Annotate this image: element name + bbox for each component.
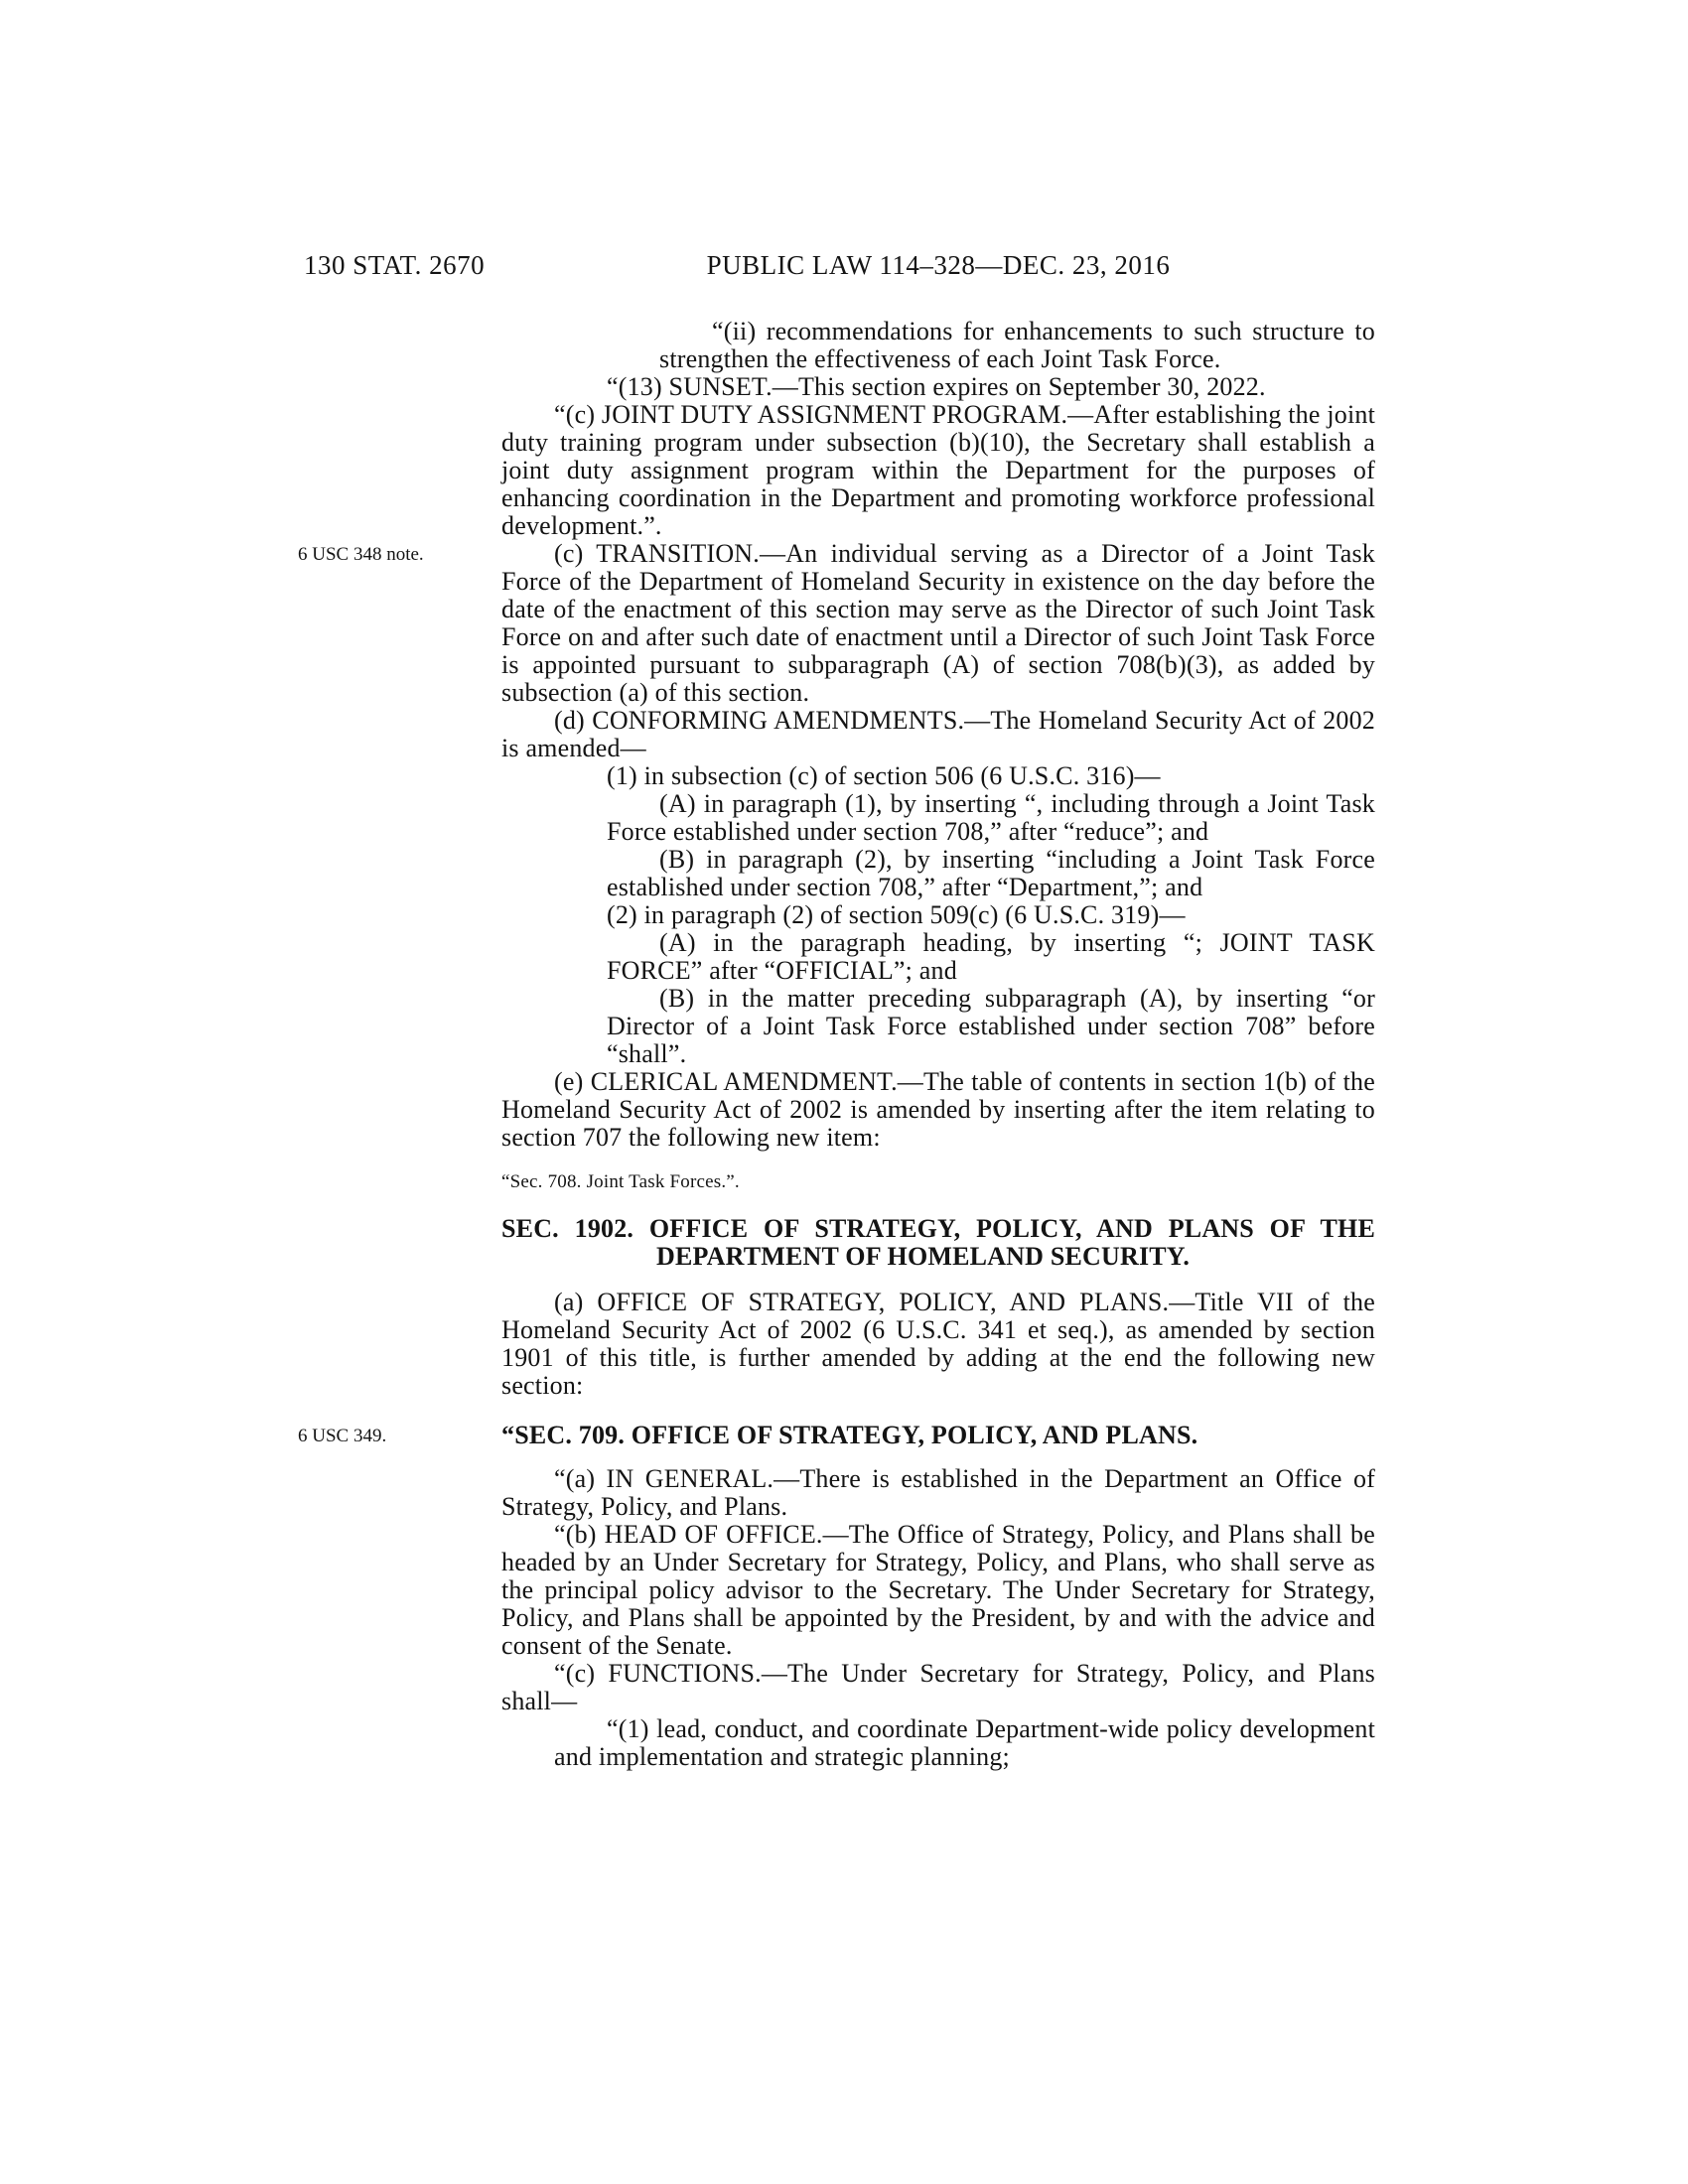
subsection-c-joint-duty-assignment: “(c) JOINT DUTY ASSIGNMENT PROGRAM.—After establishing the joint duty training program under subsection (b)(10), the Secretary shall establish a joint duty assignment program within the Department for the purposes of enhancing coordination in the Department and promoting workforce professional development.”.: [501, 400, 1375, 540]
subsection-c-transition-wrap: [298, 539, 1375, 707]
paragraph-13-sunset: “(13) SUNSET.—This section expires on September 30, 2022.: [607, 372, 1266, 401]
subsection-c-transition: (c) TRANSITION.—An individual serving as a Director of a Joint Task Force of the Department of Homeland Security in existence on the day before the date of the enactment of this section may serve as the Director of such Joint Task Force on and after such date of enactment until a Director of such Joint Task Force is appointed pursuant to subparagraph (A) of section 708(b)(3), as added by subsection (a) of this section.: [501, 539, 1375, 707]
toc-item-sec-708: “Sec. 708. Joint Task Forces.”.: [501, 1171, 740, 1192]
subparagraph-b-paragraph-2: (B) in paragraph (2), by inserting “including a Joint Task Force established under section 708,” after “Department,”; and: [607, 845, 1375, 901]
subsection-e-clerical-amendment: (e) CLERICAL AMENDMENT.—The table of contents in section 1(b) of the Homeland Security Act of 2002 is amended by inserting after the item relating to section 707 the following new item:: [501, 1067, 1375, 1152]
clause-ii: “(ii) recommendations for enhancements to such structure to strengthen the effectiveness of each Joint Task Force.: [659, 317, 1375, 373]
paragraph-2-section-509c: (2) in paragraph (2) of section 509(c) (6 U.S.C. 319)—: [607, 900, 1186, 929]
subparagraph-a-paragraph-1: (A) in paragraph (1), by inserting “, including through a Joint Task Force established under section 708,” after “reduce”; and: [607, 789, 1375, 846]
margin-note-6-usc-349: 6 USC 349.: [298, 1426, 387, 1446]
sec709-subsection-b-head-of-office: “(b) HEAD OF OFFICE.—The Office of Strategy, Policy, and Plans shall be headed by an Under Secretary for Strategy, Policy, and Plans, who shall serve as the principal policy advisor to the Secretary. The Under Secretary for Strategy, Policy, and Plans shall be appointed by the President, by and with the advice and consent of the Senate.: [501, 1520, 1375, 1660]
section-1902-heading: SEC. 1902. OFFICE OF STRATEGY, POLICY, AND PLANS OF THE DEPARTMENT OF HOMELAND SECURITY.: [501, 1214, 1375, 1271]
paragraph-1-section-506: (1) in subsection (c) of section 506 (6 U.S.C. 316)—: [607, 761, 1161, 790]
margin-note-6-usc-348: 6 USC 348 note.: [298, 544, 424, 565]
subparagraph-b-matter-preceding: (B) in the matter preceding subparagraph (A), by inserting “or Director of a Joint Task Force established under section 708” before “shall”.: [607, 984, 1375, 1068]
sec709-paragraph-1-lead-conduct: “(1) lead, conduct, and coordinate Department-wide policy development and implementation and strategic planning;: [554, 1714, 1375, 1771]
section-709-heading: “SEC. 709. OFFICE OF STRATEGY, POLICY, AND PLANS.: [501, 1421, 1198, 1449]
subparagraph-a-heading-amendment: (A) in the paragraph heading, by inserting “; JOINT TASK FORCE” after “OFFICIAL”; and: [607, 928, 1375, 985]
subsection-d-conforming-amendments: (d) CONFORMING AMENDMENTS.—The Homeland Security Act of 2002 is amended—: [501, 706, 1375, 762]
sec709-subsection-c-functions: “(c) FUNCTIONS.—The Under Secretary for Strategy, Policy, and Plans shall—: [501, 1659, 1375, 1715]
public-law-title: PUBLIC LAW 114–328—DEC. 23, 2016: [706, 250, 1171, 280]
page-header: [304, 250, 1386, 280]
sec709-subsection-a-in-general: “(a) IN GENERAL.—There is established in the Department an Office of Strategy, Policy, and Plans.: [501, 1464, 1375, 1521]
statute-text-column: [298, 317, 1375, 1771]
subsection-a-office-of-strategy: (a) OFFICE OF STRATEGY, POLICY, AND PLANS.—Title VII of the Homeland Security Act of 2002 (6 U.S.C. 341 et seq.), as amended by section 1901 of this title, is further amended by adding at the end the following new section:: [501, 1288, 1375, 1400]
stat-page-number: 130 STAT. 2670: [304, 250, 486, 280]
sec-709-heading-wrap: [298, 1421, 1375, 1449]
